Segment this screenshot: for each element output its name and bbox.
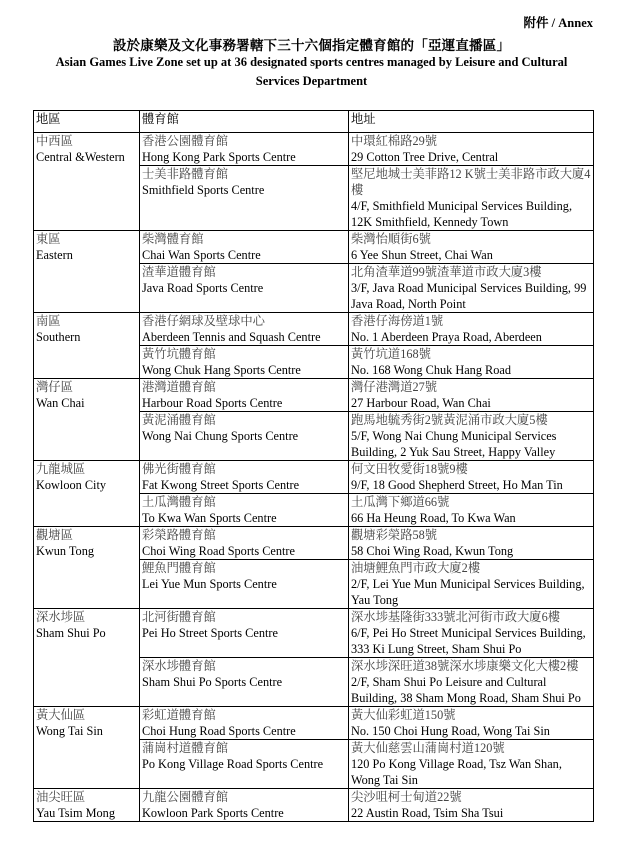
address-zh: 北角渣華道99號渣華道市政大廈3樓 [351, 265, 542, 279]
district-name-zh: 東區 [36, 232, 61, 246]
venue-name-en: To Kwa Wan Sports Centre [142, 511, 277, 525]
address-en: 120 Po Kong Village Road, Tsz Wan Shan, Wong Tai Sin [351, 757, 562, 787]
address-cell [349, 346, 594, 379]
venue-name-en: Smithfield Sports Centre [142, 183, 265, 197]
table-header-row [34, 111, 594, 133]
address-zh: 黃竹坑道168號 [351, 347, 431, 361]
address-en: 27 Harbour Road, Wan Chai [351, 396, 491, 410]
address-cell [349, 379, 594, 412]
address-zh: 土瓜灣下鄉道66號 [351, 495, 450, 509]
venue-name-zh: 渣華道體育館 [142, 265, 216, 279]
district-cell [34, 231, 140, 313]
column-header-district: 地區 [34, 111, 140, 133]
venue-cell [140, 527, 349, 560]
district-name-en: Kwun Tong [36, 544, 95, 558]
venue-cell [140, 494, 349, 527]
venue-name-zh: 佛光街體育館 [142, 462, 216, 476]
address-en: No. 150 Choi Hung Road, Wong Tai Sin [351, 724, 550, 738]
venue-name-zh: 北河街體育館 [142, 610, 216, 624]
table-row [34, 707, 594, 740]
venue-name-en: Pei Ho Street Sports Centre [142, 626, 278, 640]
address-zh: 柴灣怡順街6號 [351, 232, 431, 246]
page-title-zh: 設於康樂及文化事務署轄下三十六個指定體育館的「亞運直播區」 [112, 38, 511, 53]
address-en: 3/F, Java Road Municipal Services Building, 99 Java Road, North Point [351, 281, 587, 311]
address-zh: 堅尼地城士美菲路12 K號士美非路市政大廈4樓 [351, 167, 591, 197]
venue-name-en: Wong Nai Chung Sports Centre [142, 429, 299, 443]
venue-name-zh: 黃竹坑體育館 [142, 347, 216, 361]
venue-name-en: Choi Hung Road Sports Centre [142, 724, 296, 738]
venue-cell [140, 346, 349, 379]
district-cell [34, 133, 140, 231]
address-en: 9/F, 18 Good Shepherd Street, Ho Man Tin [351, 478, 563, 492]
venue-cell [140, 740, 349, 789]
address-en: No. 1 Aberdeen Praya Road, Aberdeen [351, 330, 542, 344]
address-en: 4/F, Smithfield Municipal Services Building, 12K Smithfield, Kennedy Town [351, 199, 573, 229]
district-name-en: Central &Western [36, 150, 125, 164]
district-name-en: Kowloon City [36, 478, 107, 492]
venue-name-zh: 黃泥涌體育館 [142, 413, 216, 427]
district-name-zh: 灣仔區 [36, 380, 73, 394]
venue-name-en: Kowloon Park Sports Centre [142, 806, 284, 820]
venue-cell [140, 461, 349, 494]
venue-name-zh: 柴灣體育館 [142, 232, 204, 246]
address-cell [349, 461, 594, 494]
district-name-en: Southern [36, 330, 81, 344]
address-cell [349, 527, 594, 560]
table-row [34, 527, 594, 560]
venue-name-en: Fat Kwong Street Sports Centre [142, 478, 300, 492]
table-row [34, 379, 594, 412]
table-row [34, 313, 594, 346]
address-zh: 灣仔港灣道27號 [351, 380, 438, 394]
venue-name-zh: 士美非路體育館 [142, 167, 229, 181]
address-zh: 深水埗基隆街333號北河街市政大廈6樓 [351, 610, 561, 624]
address-cell [349, 707, 594, 740]
address-zh: 油塘鯉魚門市政大廈2樓 [351, 561, 481, 575]
venue-name-zh: 蒲崗村道體育館 [142, 741, 229, 755]
venue-name-zh: 彩虹道體育館 [142, 708, 216, 722]
address-en: 2/F, Lei Yue Mun Municipal Services Building, Yau Tong [351, 577, 585, 607]
venue-name-zh: 彩榮路體育館 [142, 528, 216, 542]
address-cell [349, 231, 594, 264]
address-zh: 黃大仙慈雲山蒲崗村道120號 [351, 741, 505, 755]
venue-cell [140, 313, 349, 346]
venue-name-en: Aberdeen Tennis and Squash Centre [142, 330, 321, 344]
table-row [34, 789, 594, 822]
column-header-venue: 體育館 [140, 111, 349, 133]
address-zh: 何文田牧愛街18號9樓 [351, 462, 468, 476]
district-name-en: Wong Tai Sin [36, 724, 103, 738]
address-en: 2/F, Sham Shui Po Leisure and Cultural Building, 38 Sham Mong Road, Sham Shui Po [351, 675, 581, 705]
address-en: 29 Cotton Tree Drive, Central [351, 150, 499, 164]
venue-name-en: Java Road Sports Centre [142, 281, 264, 295]
district-name-en: Sham Shui Po [36, 626, 106, 640]
address-cell [349, 609, 594, 658]
district-name-zh: 南區 [36, 314, 61, 328]
venue-cell [140, 707, 349, 740]
address-cell [349, 789, 594, 822]
venue-cell [140, 166, 349, 231]
venue-name-en: Hong Kong Park Sports Centre [142, 150, 296, 164]
address-zh: 跑馬地毓秀街2號黃泥涌市政大廈5樓 [351, 413, 548, 427]
venue-cell [140, 789, 349, 822]
address-en: 6 Yee Shun Street, Chai Wan [351, 248, 493, 262]
table-row [34, 231, 594, 264]
address-cell [349, 313, 594, 346]
venue-cell [140, 379, 349, 412]
address-cell [349, 560, 594, 609]
district-cell [34, 789, 140, 822]
address-cell [349, 412, 594, 461]
address-en: 22 Austin Road, Tsim Sha Tsui [351, 806, 504, 820]
address-zh: 香港仔海傍道1號 [351, 314, 444, 328]
address-en: 6/F, Pei Ho Street Municipal Services Building, 333 Ki Lung Street, Sham Shui Po [351, 626, 586, 656]
address-cell [349, 264, 594, 313]
venue-cell [140, 609, 349, 658]
district-cell [34, 707, 140, 789]
venue-name-en: Lei Yue Mun Sports Centre [142, 577, 277, 591]
venue-name-zh: 香港公園體育館 [142, 134, 229, 148]
address-zh: 深水埗深旺道38號深水埗康樂文化大樓2樓 [351, 659, 579, 673]
address-en: 66 Ha Heung Road, To Kwa Wan [351, 511, 516, 525]
venue-name-zh: 鯉魚門體育館 [142, 561, 216, 575]
venue-name-en: Harbour Road Sports Centre [142, 396, 283, 410]
column-header-address: 地址 [349, 111, 594, 133]
district-cell [34, 461, 140, 527]
district-cell [34, 313, 140, 379]
table-row [34, 609, 594, 658]
venue-name-zh: 土瓜灣體育館 [142, 495, 216, 509]
venues-table [33, 110, 594, 822]
district-name-en: Eastern [36, 248, 73, 262]
district-name-zh: 中西區 [36, 134, 73, 148]
venue-cell [140, 658, 349, 707]
venue-cell [140, 412, 349, 461]
address-en: 5/F, Wong Nai Chung Municipal Services Building, 2 Yuk Sau Street, Happy Valley [351, 429, 557, 459]
venue-name-zh: 香港仔網球及壁球中心 [142, 314, 265, 328]
address-cell [349, 133, 594, 166]
district-name-zh: 黃大仙區 [36, 708, 86, 722]
venue-name-en: Choi Wing Road Sports Centre [142, 544, 295, 558]
district-name-zh: 九龍城區 [36, 462, 86, 476]
address-en: 58 Choi Wing Road, Kwun Tong [351, 544, 514, 558]
address-zh: 中環紅棉路29號 [351, 134, 438, 148]
venue-name-en: Po Kong Village Road Sports Centre [142, 757, 324, 771]
address-zh: 尖沙咀柯士甸道22號 [351, 790, 462, 804]
venue-cell [140, 133, 349, 166]
venue-name-en: Wong Chuk Hang Sports Centre [142, 363, 301, 377]
address-cell [349, 658, 594, 707]
venue-name-zh: 九龍公園體育館 [142, 790, 229, 804]
address-en: No. 168 Wong Chuk Hang Road [351, 363, 512, 377]
venue-name-en: Sham Shui Po Sports Centre [142, 675, 283, 689]
address-cell [349, 166, 594, 231]
district-name-zh: 深水埗區 [36, 610, 86, 624]
page-title-en: Asian Games Live Zone set up at 36 designated sports centres managed by Leisure and Cultural Services Department [55, 55, 568, 88]
venue-name-zh: 港灣道體育館 [142, 380, 216, 394]
venue-name-zh: 深水埗體育館 [142, 659, 216, 673]
district-name-en: Yau Tsim Mong [36, 806, 115, 820]
annex-label: 附件 / Annex [523, 16, 593, 30]
venue-name-en: Chai Wan Sports Centre [142, 248, 261, 262]
venue-cell [140, 560, 349, 609]
address-cell [349, 494, 594, 527]
district-name-zh: 油尖旺區 [36, 790, 86, 804]
district-cell [34, 609, 140, 707]
district-name-zh: 觀塘區 [36, 528, 73, 542]
district-name-en: Wan Chai [36, 396, 85, 410]
table-row [34, 133, 594, 166]
venue-cell [140, 231, 349, 264]
district-cell [34, 379, 140, 461]
district-cell [34, 527, 140, 609]
venue-cell [140, 264, 349, 313]
address-cell [349, 740, 594, 789]
address-zh: 觀塘彩榮路58號 [351, 528, 438, 542]
table-row [34, 461, 594, 494]
address-zh: 黃大仙彩虹道150號 [351, 708, 456, 722]
